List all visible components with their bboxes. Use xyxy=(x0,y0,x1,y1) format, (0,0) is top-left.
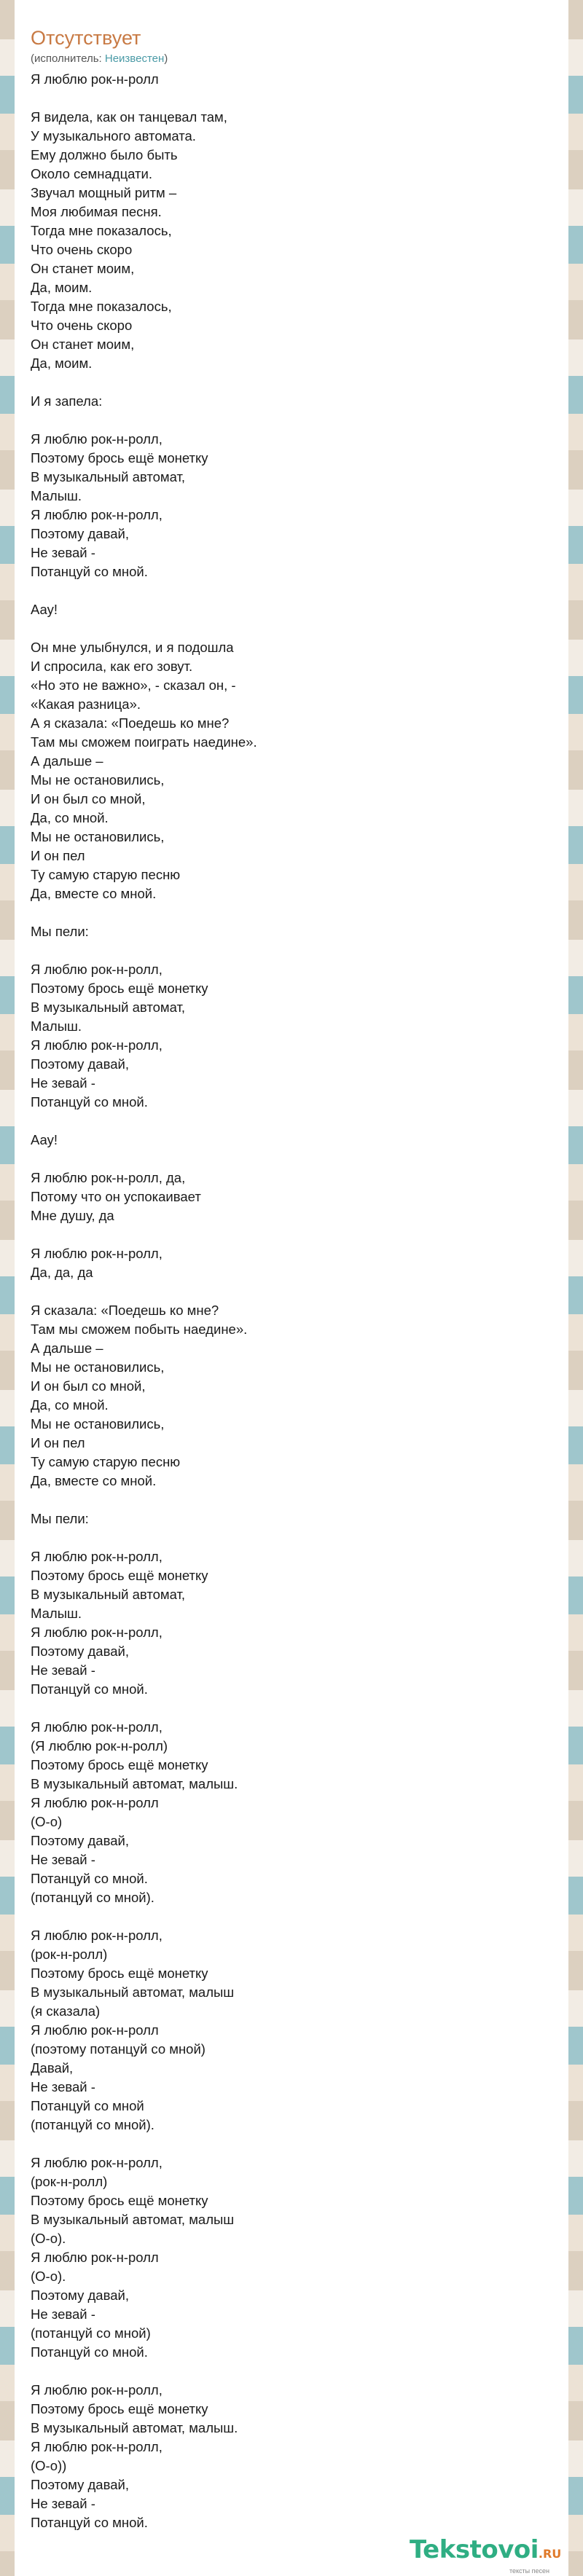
artist-title[interactable]: Отсутствует xyxy=(31,27,141,49)
page-content xyxy=(15,0,568,2576)
credit-suffix: ) xyxy=(164,52,168,65)
composer-link[interactable]: Неизвестен xyxy=(104,52,165,65)
logo-tld: .RU xyxy=(538,2547,562,2561)
logo-wordmark xyxy=(410,2537,563,2567)
credit-prefix: (исполнитель: xyxy=(31,52,105,65)
logo-name: Tekstovoi xyxy=(410,2535,539,2564)
site-logo[interactable] xyxy=(410,2535,563,2575)
song-header xyxy=(31,26,168,66)
logo-tagline: тексты песен xyxy=(509,2567,549,2575)
lyrics-text: Я люблю рок-н-ролл Я видела, как он танцевал там, У музыкального автомата. Ему должно было быть Около семнадцати. Звучал мощный ритм – Моя любимая песня. Тогда мне показалось, Что очень скоро Он станет моим, Да, моим. Тогда мне показалось, Что очень скоро Он станет моим, Да, моим. И я запела: Я люблю рок-н-ролл, Поэтому брось ещё монетку В музыкальный автомат, Малыш. Я люблю рок-н-ролл, Поэтому давай, Не зевай - Потанцуй со мной. Аау! Он мне улыбнулся, и я подошла И спросила, как его зовут. «Но это не важно», - сказал он, - «Какая разница». А я сказала: «Поедешь ко мне? Там мы сможем поиграть наедине». А дальше – Мы не остановились, И он был со мной, Да, со мной. Мы не остановились, И он пел Ту самую старую песню Да, вместе со мной. Мы пели: Я люблю рок-н-ролл, Поэтому брось ещё монетку В музыкальный автомат, Малыш. Я люблю рок-н-ролл, Поэтому давай, Не зевай - Потанцуй со мной. Аау! Я люблю рок-н-ролл, да, Потому что он успокаивает Мне душу, да Я люблю рок-н-ролл, Да, да, да Я сказала: «Поедешь ко мне? Там мы сможем побыть наедине». А дальше – Мы не остановились, И он был со мной, Да, со мной. Мы не остановились, И он пел Ту самую старую песню Да, вместе со мной. Мы пели: Я люблю рок-н-ролл, Поэтому брось ещё монетку В музыкальный автомат, Малыш. Я люблю рок-н-ролл, Поэтому давай, Не зевай - Потанцуй со мной. Я люблю рок-н-ролл, (Я люблю рок-н-ролл) Поэтому брось ещё монетку В музыкальный автомат, малыш. Я люблю рок-н-ролл (О-о) Поэтому давай, Не зевай - Потанцуй со мной. (потанцуй со мной). Я люблю рок-н-ролл, (рок-н-ролл) Поэтому брось ещё монетку В музыкальный автомат, малыш (я сказала) Я люблю рок-н-ролл (поэтому потанцуй со мной) Давай, Не зевай - Потанцуй со мной (потанцуй со мной). Я люблю рок-н-ролл, (рок-н-ролл) Поэтому брось ещё монетку В музыкальный автомат, малыш (О-о). Я люблю рок-н-ролл (О-о). Поэтому давай, Не зевай - (потанцуй со мной) Потанцуй со мной. Я люблю рок-н-ролл, Поэтому брось ещё монетку В музыкальный автомат, малыш. Я люблю рок-н-ролл, (О-о)) Поэтому давай, Не зевай - Потанцуй со мной. xyxy=(31,71,257,2530)
performer-credit xyxy=(31,52,168,66)
